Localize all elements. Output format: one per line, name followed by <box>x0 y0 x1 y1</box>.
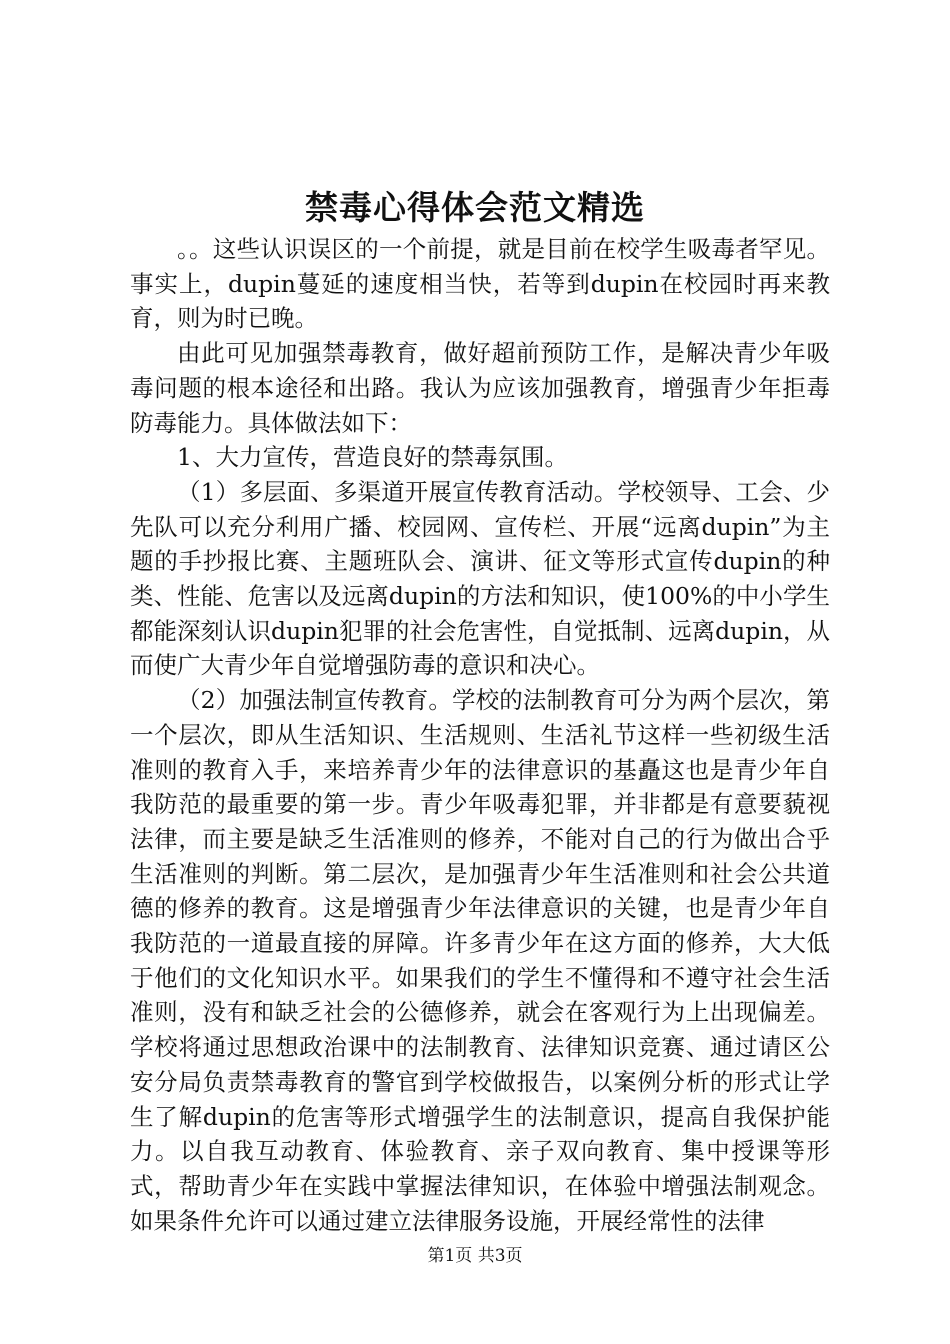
paragraph-intro: 。。这些认识误区的一个前提，就是目前在校学生吸毒者罕见。事实上，dupin蔓延的速度相当快，若等到dupin在校园时再来教育，则为时已晚。 <box>130 235 830 333</box>
document-body <box>130 232 830 1238</box>
document-title: 禁毒心得体会范文精选 <box>305 188 645 227</box>
paragraph-conclusion: 由此可见加强禁毒教育，做好超前预防工作，是解决青少年吸毒问题的根本途径和出路。我认为应该加强教育，增强青少年拒毒防毒能力。具体做法如下： <box>130 339 830 437</box>
paragraph-subpoint-2: （2）加强法制宣传教育。学校的法制教育可分为两个层次，第一个层次，即从生活知识、生活规则、生活礼节这样一些初级生活准则的教育入手，来培养青少年的法律意识的基矗这也是青少年自我防范的最重要的第一步。青少年吸毒犯罪，并非都是有意要藐视法律，而主要是缺乏生活准则的修养，不能对自己的行为做出合乎生活准则的判断。第二层次，是加强青少年生活准则和社会公共道德的修养的教育。这是增强青少年法律意识的关键，也是青少年自我防范的一道最直接的屏障。许多青少年在这方面的修养，大大低于他们的文化知识水平。如果我们的学生不懂得和不遵守社会生活准则，没有和缺乏社会的公德修养，就会在客观行为上出现偏差。学校将通过思想政治课中的法制教育、法律知识竞赛、通过请区公安分局负责禁毒教育的警官到学校做报告，以案例分析的形式让学生了解dupin的危害等形式增强学生的法制意识，提高自我保护能力。以自我互动教育、体验教育、亲子双向教育、集中授课等形式，帮助青少年在实践中掌握法律知识，在体验中增强法制观念。如果条件允许可以通过建立法律服务设施，开展经常性的法律 <box>130 686 830 1235</box>
page-number-footer: 第1页 共3页 <box>427 1246 523 1266</box>
paragraph-subpoint-1: （1）多层面、多渠道开展宣传教育活动。学校领导、工会、少先队可以充分利用广播、校园网、宣传栏、开展“远离dupin”为主题的手抄报比赛、主题班队会、演讲、征文等形式宣传dupin的种类、性能、危害以及远离dupin的方法和知识，使100%的中小学生都能深刻认识dupin犯罪的社会危害性，自觉抵制、远离dupin，从而使广大青少年自觉增强防毒的意识和决心。 <box>130 477 830 680</box>
paragraph-point-1: 1、大力宣传，营造良好的禁毒氛围。 <box>177 443 568 472</box>
